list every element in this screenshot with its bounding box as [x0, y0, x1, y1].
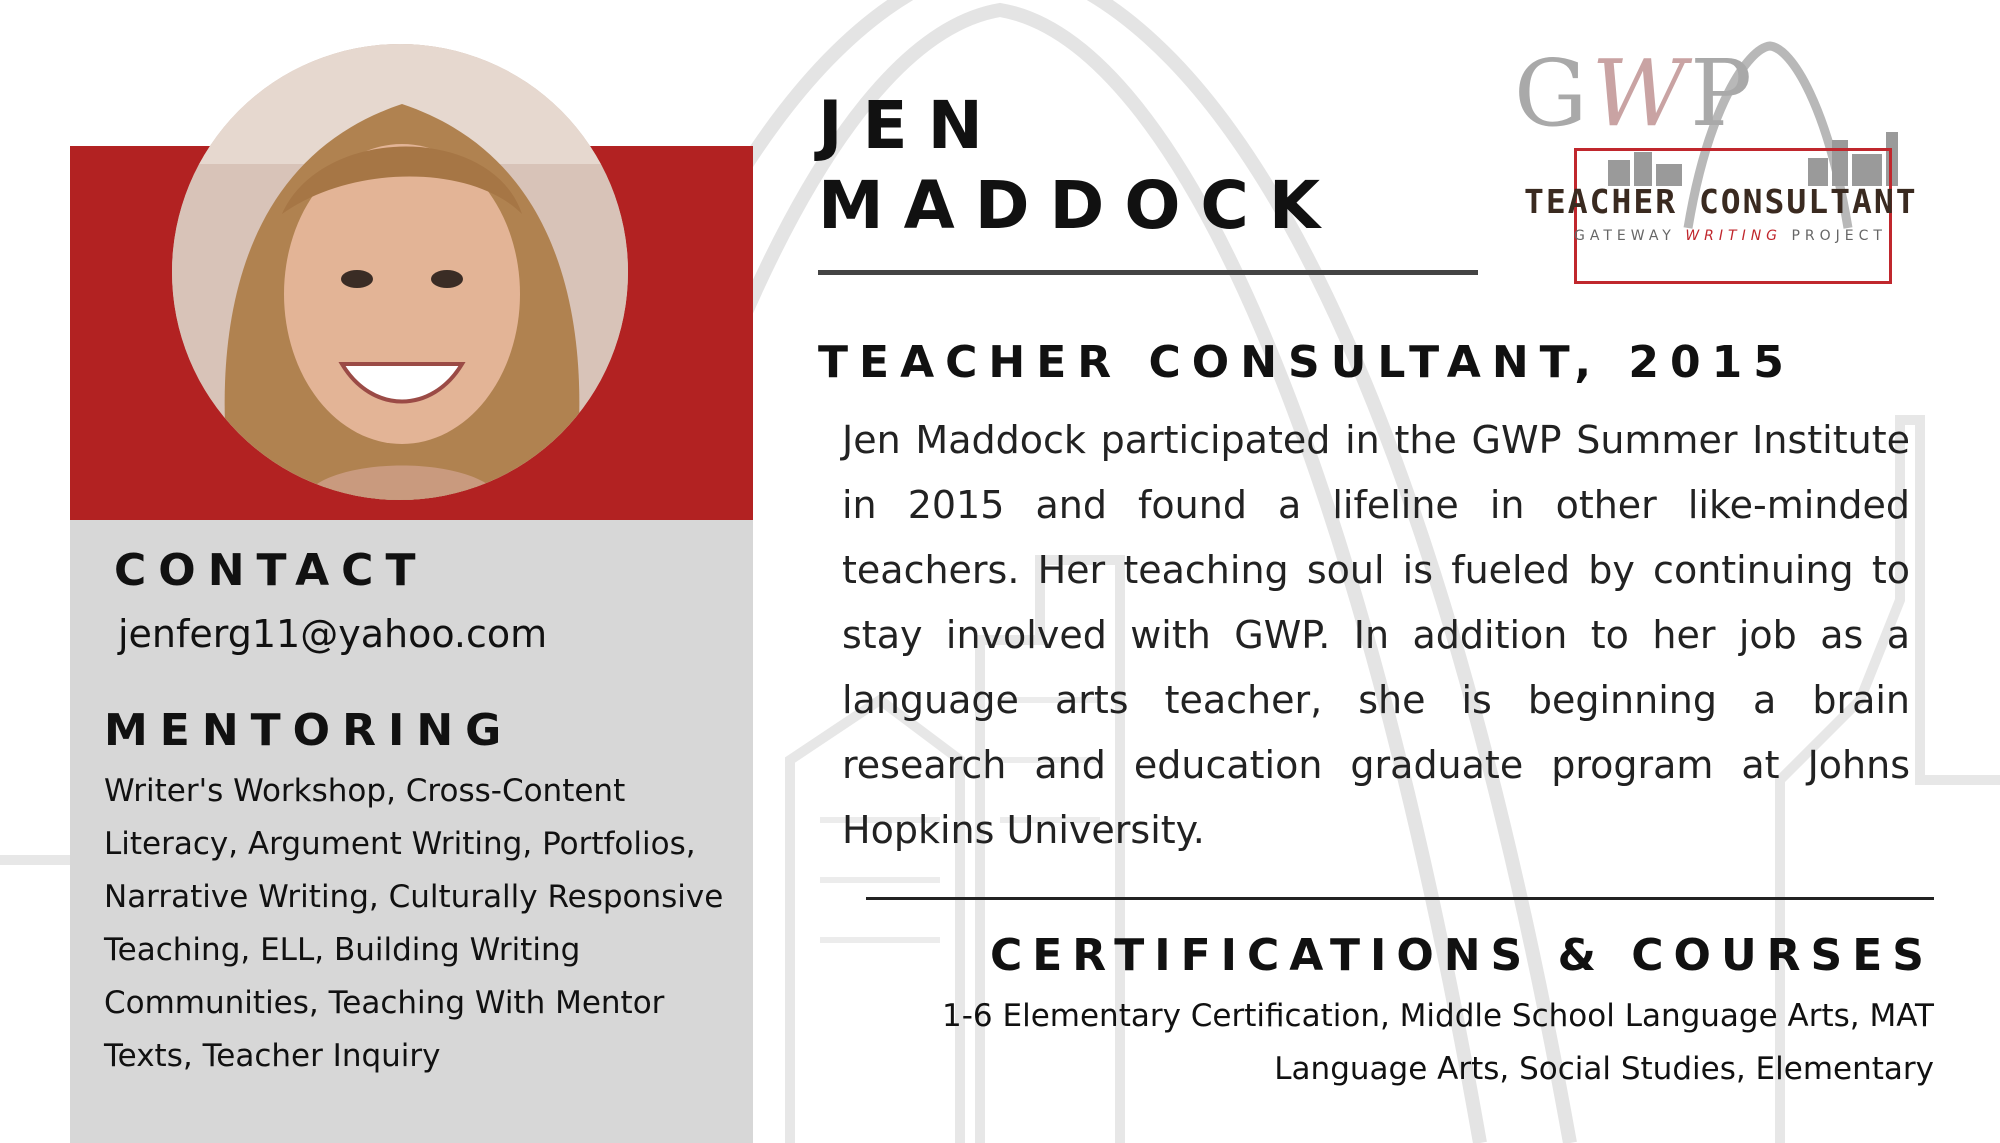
mentoring-item: Building Writing Communities ,	[104, 932, 580, 1021]
bio-paragraph: Jen Maddock participated in the GWP Summer Institute in 2015 and found a lifeline in other like-minded teachers. Her teaching soul is fueled by continuing to stay involved with GWP. In addition to her job as a language arts teacher, she is beginning a brain research and education graduate program at Johns Hopkins University.	[842, 418, 1910, 852]
certifications-text: 1-6 Elementary Certification, Middle School Language Arts, MAT Language Arts, Social Studies, Elementary	[942, 998, 1934, 1087]
mentoring-item: Writer's Workshop ,	[104, 773, 406, 809]
gwp-teacher-consultant-logo	[1508, 28, 1938, 288]
mentoring-item: Culturally Responsive Teaching ,	[104, 879, 723, 968]
mentoring-heading: MENTORING	[104, 705, 514, 756]
certifications-heading: CERTIFICATIONS & COURSES	[989, 930, 1934, 981]
mentoring-item: Cross-Content Literacy ,	[104, 773, 625, 862]
name-divider	[818, 270, 1478, 275]
mentoring-list	[104, 765, 744, 1083]
first-name: JEN	[818, 87, 1003, 164]
contact-email[interactable]: jenferg11@yahoo.com	[118, 612, 548, 656]
mentoring-item: Teaching With Mentor Texts ,	[104, 985, 664, 1074]
logo-title: TEACHER CONSULTANT	[1524, 182, 1918, 221]
contact-heading: CONTACT	[114, 545, 428, 596]
profile-photo	[172, 44, 628, 500]
role-heading: TEACHER CONSULTANT, 2015	[818, 337, 1795, 388]
mentoring-item: ELL ,	[260, 932, 334, 968]
mentoring-item: Narrative Writing ,	[104, 879, 389, 915]
bio-divider	[866, 897, 1934, 900]
profile-name	[818, 86, 1340, 246]
last-name: MADDOCK	[818, 167, 1341, 244]
mentoring-item: Argument Writing ,	[248, 826, 542, 862]
mentoring-item: Portfolios ,	[542, 826, 696, 862]
mentoring-item: Teacher Inquiry	[202, 1038, 441, 1074]
logo-gwp-letters: GWP	[1514, 40, 1756, 147]
logo-subtitle: GATEWAY WRITING PROJECT	[1574, 228, 1887, 244]
